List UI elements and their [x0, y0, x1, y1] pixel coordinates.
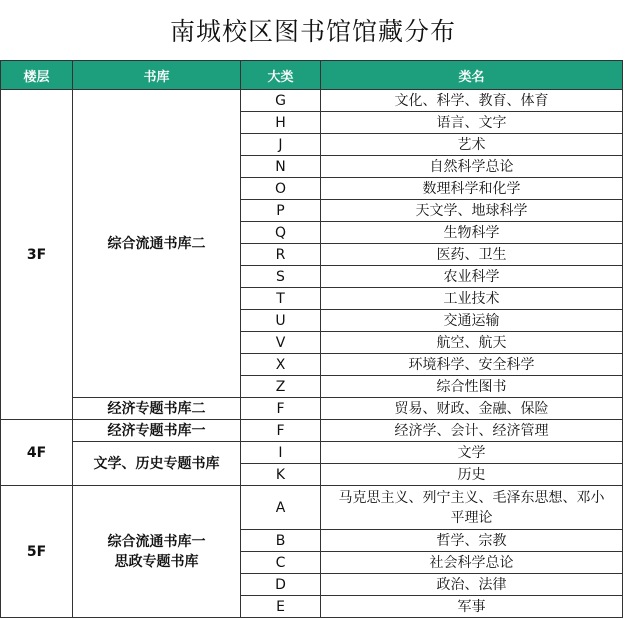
category-cell: 艺术	[321, 134, 623, 156]
class-cell: C	[241, 552, 321, 574]
class-cell: Z	[241, 376, 321, 398]
library-cell	[73, 486, 241, 618]
category-cell: 航空、航天	[321, 332, 623, 354]
table-row	[1, 420, 623, 442]
library-name-line: 综合流通书库一	[107, 533, 206, 550]
category-line: 平理论	[450, 509, 493, 526]
category-cell: 自然科学总论	[321, 156, 623, 178]
category-cell: 生物科学	[321, 222, 623, 244]
table-row	[1, 90, 623, 112]
class-cell: D	[241, 574, 321, 596]
class-cell: K	[241, 464, 321, 486]
category-cell: 天文学、地球科学	[321, 200, 623, 222]
class-cell: N	[241, 156, 321, 178]
class-cell: H	[241, 112, 321, 134]
category-cell: 军事	[321, 596, 623, 618]
category-cell: 经济学、会计、经济管理	[321, 420, 623, 442]
class-cell: T	[241, 288, 321, 310]
class-cell: O	[241, 178, 321, 200]
table-row	[1, 486, 623, 530]
category-cell: 数理科学和化学	[321, 178, 623, 200]
class-cell: I	[241, 442, 321, 464]
category-cell	[321, 486, 623, 530]
class-cell: R	[241, 244, 321, 266]
class-cell: J	[241, 134, 321, 156]
library-cell: 经济专题书库一	[73, 420, 241, 442]
table-row	[1, 398, 623, 420]
category-cell: 语言、文字	[321, 112, 623, 134]
class-cell: Q	[241, 222, 321, 244]
page-title: 南城校区图书馆馆藏分布	[169, 17, 456, 46]
header-class: 大类	[241, 61, 321, 90]
library-name-line: 思政专题书库	[114, 553, 199, 570]
category-cell: 政治、法律	[321, 574, 623, 596]
category-cell: 交通运输	[321, 310, 623, 332]
header-library: 书库	[73, 61, 241, 90]
category-cell: 社会科学总论	[321, 552, 623, 574]
class-cell: V	[241, 332, 321, 354]
floor-cell: 4F	[1, 420, 73, 486]
class-cell: E	[241, 596, 321, 618]
floor-cell: 3F	[1, 90, 73, 420]
category-line: 马克思主义、列宁主义、毛泽东思想、邓小	[338, 489, 605, 506]
category-cell: 综合性图书	[321, 376, 623, 398]
class-cell: S	[241, 266, 321, 288]
class-cell: P	[241, 200, 321, 222]
class-cell: F	[241, 420, 321, 442]
header-row	[1, 61, 623, 90]
header-floor: 楼层	[1, 61, 73, 90]
category-cell: 工业技术	[321, 288, 623, 310]
category-cell: 农业科学	[321, 266, 623, 288]
class-cell: G	[241, 90, 321, 112]
category-cell: 文化、科学、教育、体育	[321, 90, 623, 112]
category-cell: 历史	[321, 464, 623, 486]
class-cell: F	[241, 398, 321, 420]
collection-table	[0, 60, 623, 618]
library-cell: 综合流通书库二	[73, 90, 241, 398]
library-cell: 经济专题书库二	[73, 398, 241, 420]
library-cell: 文学、历史专题书库	[73, 442, 241, 486]
class-cell: X	[241, 354, 321, 376]
header-category: 类名	[321, 61, 623, 90]
category-cell: 贸易、财政、金融、保险	[321, 398, 623, 420]
class-cell: U	[241, 310, 321, 332]
category-cell: 文学	[321, 442, 623, 464]
category-cell: 环境科学、安全科学	[321, 354, 623, 376]
category-cell: 医药、卫生	[321, 244, 623, 266]
class-cell: A	[241, 486, 321, 530]
table-row	[1, 442, 623, 464]
category-cell: 哲学、宗教	[321, 530, 623, 552]
class-cell: B	[241, 530, 321, 552]
floor-cell: 5F	[1, 486, 73, 618]
